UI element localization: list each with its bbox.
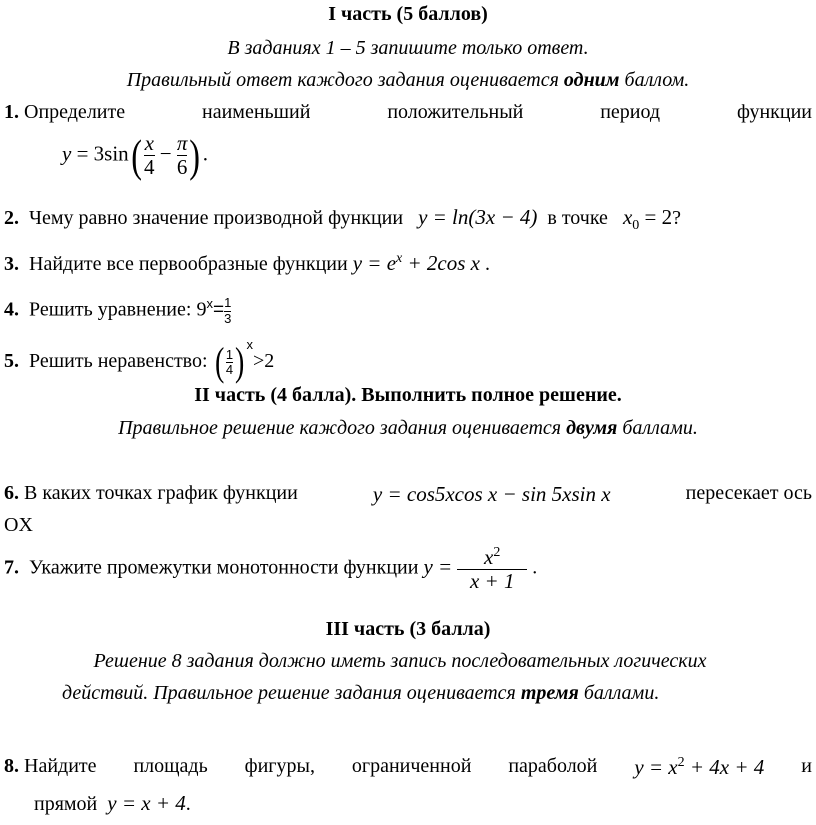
task-text: Решить неравенство:	[29, 350, 208, 372]
instr-text: действий. Правильное решение задания оценивается	[62, 682, 521, 704]
frac-num: 1	[225, 346, 234, 362]
part3-heading: III часть (3 балла)	[325, 618, 491, 640]
part3-instruction-1: Решение 8 задания должно иметь запись последовательных логических	[93, 650, 707, 672]
task-text: Чему равно значение производной функции	[29, 207, 404, 229]
frac-den: 4	[144, 155, 155, 180]
frac-num: π	[176, 131, 188, 155]
task-word: ограниченной	[351, 755, 472, 777]
part2-instruction	[0, 417, 816, 440]
task-word: наименьший	[202, 101, 311, 123]
task-text: пересекает ось	[685, 482, 812, 504]
math-dot: .	[484, 253, 490, 275]
math-sup: x	[396, 251, 403, 266]
math-sup: 2	[677, 755, 685, 770]
instr-emph: одним	[563, 69, 620, 91]
paren-left: (	[130, 129, 142, 181]
math-var: x	[622, 205, 633, 229]
task-word: параболой	[508, 755, 598, 777]
frac-num: x	[484, 545, 494, 569]
task-word: прямой	[34, 793, 98, 815]
task-8-line-2	[34, 791, 191, 816]
instr-text-end: баллами.	[578, 682, 660, 704]
math-dot: .	[532, 556, 538, 579]
frac-den: 4	[225, 361, 234, 377]
math-part: + 4x + 4	[684, 755, 765, 779]
math-val: = 2	[639, 205, 673, 229]
math-sup: x	[246, 337, 253, 352]
task-formula: y = ln(3x − 4)	[418, 205, 538, 229]
math-sub: 0	[632, 218, 640, 234]
task-number: 8.	[4, 755, 19, 777]
part2-heading: II часть (4 балла). Выполнить полное решение.	[194, 384, 622, 406]
task-text: Решить уравнение: 9	[29, 298, 207, 321]
task-4-line	[4, 296, 231, 326]
task-number: 7.	[4, 556, 19, 579]
task-number: 5.	[4, 350, 19, 372]
math-sup: x	[206, 296, 213, 311]
instr-text: Правильный ответ каждого задания оценивается	[126, 69, 564, 91]
frac-num: 1	[224, 295, 232, 311]
fraction	[457, 545, 527, 593]
math-dot: .	[202, 141, 208, 166]
paren-right: )	[189, 129, 201, 181]
task-7-line	[4, 545, 537, 593]
part1-instruction-1: В заданиях 1 – 5 запишите только ответ.	[227, 37, 589, 59]
task-word: площадь	[133, 755, 208, 777]
task-text: Найдите все первообразные функции	[29, 253, 348, 275]
instr-emph: двумя	[566, 417, 618, 439]
math-var: y	[62, 141, 72, 166]
task-formula: y = x + 4	[107, 791, 186, 815]
question-mark: ?	[672, 207, 681, 229]
frac-num: x	[144, 131, 154, 155]
task-word: период	[600, 101, 661, 123]
instr-emph: тремя	[520, 682, 579, 704]
task-word: Определите	[24, 101, 126, 123]
task-3-line	[4, 251, 490, 276]
task-word: фигуры,	[244, 755, 315, 777]
fraction	[224, 296, 231, 326]
task-number: 2.	[4, 207, 19, 229]
instr-text-end: баллами.	[617, 417, 698, 439]
task-word: Найдите	[24, 755, 97, 777]
task-number: 4.	[4, 298, 19, 321]
math-part: y =	[423, 554, 453, 579]
part1-instruction-2	[0, 69, 816, 92]
frac-den: 3	[224, 310, 232, 326]
task-text: в точке	[547, 207, 608, 229]
task-number: 1.	[4, 101, 19, 123]
task-6-line-2: OX	[4, 514, 33, 536]
task-formula: y = cos5xcos x − sin 5xsin x	[372, 482, 611, 506]
task-text: Укажите промежутки монотонности функции	[29, 556, 419, 579]
task-number: 6.	[4, 482, 19, 504]
task-8-line	[4, 755, 812, 780]
task-text: В каких точках график функции	[24, 482, 298, 504]
task-1-formula	[62, 129, 208, 181]
part1-heading: I часть (5 баллов)	[328, 3, 488, 25]
task-word: положительный	[387, 101, 524, 123]
part3-instruction-2	[62, 682, 659, 705]
math-rhs: >2	[252, 350, 275, 372]
fraction	[177, 132, 188, 179]
math-op: =	[76, 141, 89, 166]
math-sup: 2	[493, 545, 501, 560]
math-func: 3sin	[93, 141, 129, 166]
task-word: функции	[736, 101, 812, 123]
instr-text: Правильное решение каждого задания оценивается	[118, 417, 567, 439]
math-op: =	[212, 299, 225, 321]
paren-left: (	[214, 339, 224, 385]
math-op: −	[159, 141, 172, 166]
math-part: y = x	[634, 755, 678, 779]
frac-den: x + 1	[469, 569, 515, 594]
task-word: и	[801, 755, 812, 777]
task-6-line	[4, 482, 812, 507]
task-number: 3.	[4, 253, 19, 275]
task-1-line	[4, 101, 812, 124]
task-5-line	[4, 337, 275, 385]
task-2-line	[4, 205, 681, 234]
instr-text-end: баллом.	[619, 69, 690, 91]
math-part: + 2cos x	[402, 251, 480, 275]
math-dot: .	[185, 793, 191, 815]
frac-den: 6	[176, 155, 188, 180]
fraction	[226, 348, 233, 378]
fraction	[144, 132, 155, 179]
math-part: y = e	[352, 251, 397, 275]
paren-right: )	[235, 339, 245, 385]
